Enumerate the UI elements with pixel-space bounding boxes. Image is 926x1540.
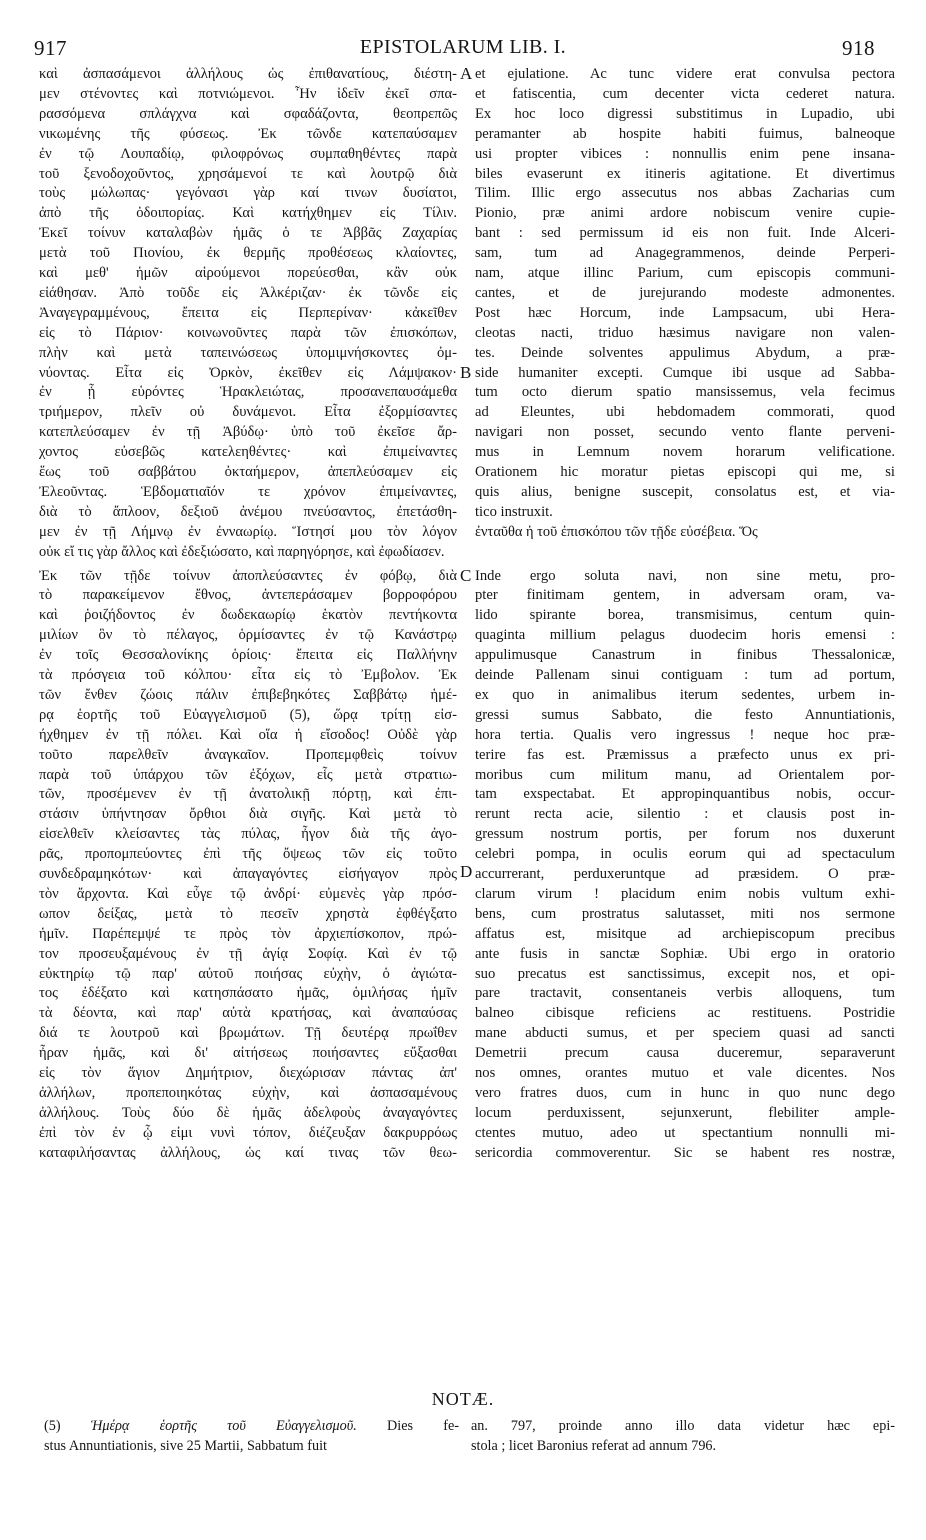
latin-line: appulimusque Canastrum in finibus Thessalonicæ,: [475, 647, 895, 664]
margin-letter: B: [460, 362, 472, 382]
latin-line: moribus cum militum manu, ad Orientalem por-: [475, 766, 895, 783]
latin-line: nam, atque illinc Parium, cum episcopis communi-: [475, 265, 895, 281]
latin-line: celebri pompa, in oculis eorum qui ad spectaculum: [475, 846, 895, 863]
latin-line: ctentes mutuo, adeo ut spectantium nonnulli mi-: [475, 1124, 895, 1141]
margin-letter: C: [460, 565, 472, 585]
margin-letter: A: [460, 64, 473, 83]
page-number-right: 918: [842, 36, 875, 60]
latin-line: rerunt recta acie, silentio : et clausis post in-: [475, 806, 895, 823]
greek-line: χοντος εὐσεβῶς κατελεηθέντες· καὶ ἐπιμείναντες: [39, 444, 457, 461]
latin-line: et ejulatione. Ac tunc videre erat convulsa pectora: [475, 66, 895, 82]
margin-letter: D: [460, 862, 473, 881]
greek-line: τοῦ ξενοδοχοῦντος, χρησάμενοί τε καὶ λουτρῷ διὰ: [39, 165, 457, 182]
latin-line: bens, cum prostratus salutasset, miti nos sermone: [475, 905, 895, 922]
greek-line: τον προσευξαμένους ἐν τῇ ἁγίᾳ Σοφίᾳ. Καὶ ἐν τῷ: [39, 945, 457, 962]
greek-line: εὐκτηρίῳ τῷ παρ' αὐτοῦ ποιήσας εὐχὴν, ὁ ἁγιώτα-: [39, 965, 457, 982]
latin-line: Post hæc Horcum, inde Lampsacum, ubi Hera-: [475, 304, 895, 321]
greek-full-width-line: οὐκ εἴ τις γὰρ ἄλλος καὶ ἐδεξιώσατο, καὶ παρηγόρησε, καὶ ἐφωδίασεν.: [39, 543, 445, 560]
greek-line: μεν ἐν τῇ Λήμνῳ ἐν ἐνναωρίῳ. Ἵστησί μου τὸν λόγον: [39, 523, 457, 540]
latin-line: pare tractavit, consentaneis verbis alloquens, tum: [475, 985, 895, 1002]
page-number-left: 917: [34, 36, 67, 60]
greek-line: νύοντας. Εἶτα εἰς Ὀρκὸν, ἐκεῖθεν εἰς Λάμψακον·: [39, 364, 457, 381]
note-right-line-2: stola ; licet Baronius referat ad annum 796.: [471, 1438, 717, 1454]
latin-line: vero fratres duos, cum in hunc in quo nunc dego: [475, 1084, 895, 1101]
greek-line: Ἐκεῖ τοίνυν καταλαβὼν ἡμᾶς ὁ τε Ἀββᾶς Ζαχαρίας: [39, 225, 457, 242]
latin-line: mus in Lemnum novem horarum velificatione.: [475, 444, 895, 461]
latin-line: gressum nostrum portis, per forum nos duxerunt: [475, 826, 895, 843]
greek-line: ἀλλήλους. Τοὺς δύο δὲ ἡμᾶς ἀδελφοὺς ἀναγαγόντες: [39, 1104, 457, 1121]
latin-line: lido spirante borea, transmisimus, centum quin-: [475, 607, 895, 624]
greek-line: ἐν τῷ Λουπαδίῳ, φιλοφρόνως συμπαθηθέντες παρὰ: [39, 145, 457, 162]
greek-line: καταφιλήσαντας ἀλλήλους, ὡς καί τινας τῶν θεω-: [39, 1144, 457, 1161]
greek-line: ἦραν ἡμᾶς, καὶ δι' αἰτήσεως ποιήσαντες εὔξασθαι: [39, 1045, 457, 1062]
latin-line: usi propter vibices : nonnullis enim pene insana-: [475, 145, 895, 162]
latin-line: hora tertia. Qualis vero ingressus ! neque hoc præ-: [475, 726, 895, 743]
latin-line: Tilim. Illic ergo assecutus nos abbas Zacharias cum: [475, 185, 895, 202]
latin-line: quis alius, benigne suscepit, consolatus est, et via-: [475, 483, 895, 500]
latin-line: cleotas nacti, triduo hæsimus navigare non valen-: [475, 324, 895, 341]
latin-line: Orationem hic moratur pietas episcopi qui me, si: [475, 464, 895, 480]
latin-line: clarum virum ! placidum enim nobis vultum exhi-: [475, 885, 895, 902]
greek-line: Ἐκ τῶν τῇδε τοίνυν ἀποπλεύσαντες ἐν φόβῳ, διὰ: [39, 567, 457, 584]
latin-line: et fatiscentia, cum decenter victa cederet natura.: [475, 85, 895, 102]
greek-line: τῶν, προσέμενεν ἐν τῇ ἀνατολικῇ πόρτῃ, καὶ ἐπι-: [39, 786, 457, 803]
greek-line: καὶ ἀσπασάμενοι ἀλλήλους ὡς ἐπιθανατίους, διέστη-: [39, 66, 457, 82]
latin-line: locum perduxissent, sejunxerunt, flebiliter ample-: [475, 1104, 895, 1121]
greek-line: εἰς τὸ Πάριον· κοινωνοῦντες παρὰ τῶν ἐπισκόπων,: [39, 324, 457, 341]
greek-line: ωπον δείξας, μετὰ τὸ πεσεῖν χρηστὰ ἐφθέγξατο: [39, 905, 457, 922]
greek-line: Ἀναγεγραμμένους, ἔπειτα εἰς Περπερίναν· κἀκεῖθεν: [39, 304, 457, 321]
latin-line: ad Eleuntes, ubi hebdomadem commorati, quod: [475, 404, 895, 421]
greek-line: διά τε λουτροῦ καὶ βρωμάτων. Τῇ δευτέρᾳ πρωΐθεν: [39, 1025, 457, 1042]
latin-line: affatus est, misitque ad archiepiscopum precibus: [475, 925, 895, 942]
greek-line: τριήμερον, πλεῖν οὐ δυνάμενοι. Εἶτα ἐξορμίσαντες: [39, 404, 457, 421]
latin-line: Pionio, præ animi ardore nobiscum venire cupie-: [475, 205, 895, 222]
latin-line: ex quo in animalibus iterum sedentes, urbem in-: [475, 686, 895, 703]
greek-line: πλὴν καὶ μετὰ ταπεινώσεως ὑπομιμνήσκοντες ὀμ-: [39, 344, 457, 361]
latin-line: nos omnes, orantes mutuo et vale dicentes. Nos: [475, 1065, 895, 1081]
latin-line: side humaniter excepti. Cumque ibi usque ad Sabba-: [475, 364, 895, 381]
notes-title: NOTÆ.: [431, 1389, 495, 1409]
greek-line: ήχθημεν ἐν τῇ πόλει. Καὶ οἵα ἡ εἴσοδος! Οὐδὲ γὰρ: [39, 726, 457, 743]
latin-line: ante fusis in sanctæ Sophiæ. Ubi ergo in oratorio: [475, 945, 895, 962]
latin-line: suo precatus est sanctissimus, excepit nos, et opi-: [475, 965, 895, 982]
latin-line: tum octo dierum spatio mansissemus, vela fecimus: [475, 384, 895, 401]
greek-line: τὰ πρόσγεια τοῦ κόλπου· εἶτα εἰς τὸ Ἐμβολον. Ἐκ: [39, 667, 457, 683]
greek-line: ρασσόμενα σπλάγχνα καὶ σφαδάζοντα, θεοπρεπῶς: [39, 105, 457, 122]
latin-line: balneo cibisque reficiens ac restituens. Postridie: [475, 1005, 895, 1022]
latin-line: terire fas est. Præmissus a præfecto unus ex pri-: [475, 746, 895, 763]
latin-line: tam exspectabat. Et appropinquantibus nobis, occur-: [475, 786, 895, 803]
greek-line: εἰς τὸν ἅγιον Δημήτριον, διεχώρισαν πάντας ἀπ': [39, 1065, 457, 1081]
greek-line: ἀπὸ τῆς ὁδοιπορίας. Καὶ κατήχθημεν εἰς Τίλιν.: [39, 205, 457, 222]
latin-line: peramanter ab hospite habiti fuimus, balneoque: [475, 125, 895, 142]
greek-line: ρᾳ ἑορτῆς τοῦ Εὐαγγελισμοῦ (5), ὥρᾳ τρίτῃ εἰσ-: [39, 706, 457, 723]
latin-line: bant : sed permissum id eis non fuit. Inde Alceri-: [475, 225, 895, 242]
latin-line: deinde Pallenam sinui contiguam : tum ad portum,: [475, 667, 895, 683]
note-left-line-1: [44, 1416, 459, 1436]
greek-line: ἐπὶ τὸν ἐν ᾧ εἰμι νυνὶ τόπον, διέζευξαν δακρυρρόως: [39, 1124, 457, 1141]
greek-line-continued: ἐνταῦθα ἡ τοῦ ἐπισκόπου τῶν τῇδε εὐσέβεια. Ὅς: [475, 523, 758, 540]
greek-line: μεν στένοντες καὶ ποτνιώμενοι. Ἦν ἰδεῖν ἐκεῖ σπα-: [39, 85, 457, 102]
greek-line: ἡμῖν. Παρέπεμψέ τε πρὸς τὸν ἀρχιεπίσκοπον, πρώ-: [39, 925, 457, 942]
note-right-line-1: an. 797, proinde anno illo data videtur hæc epi-: [471, 1418, 895, 1434]
greek-line: τὰ δέοντα, καὶ παρ' αὐτὰ κρατήσας, καὶ ἀναπαύσας: [39, 1005, 457, 1022]
greek-line: παρὰ τοῦ ὑπάρχου τῶν ἐξόχων, εἷς μετὰ στρατιω-: [39, 766, 457, 783]
note-left-line-2: stus Annuntiationis, sive 25 Martii, Sabbatum fuit: [44, 1438, 327, 1454]
latin-line: tico instruxit.: [475, 503, 553, 520]
latin-line: tes. Deinde solventes appulimus Abydum, a præ-: [475, 344, 895, 361]
running-title: EPISTOLARUM LIB. I.: [359, 36, 567, 58]
note-lemma: Ἡμέρᾳ ἑορτῆς τοῦ Εὐαγγελισμοῦ.: [90, 1418, 357, 1434]
greek-line: τος ἐδέξατο καὶ κατησπάσατο ἡμᾶς, ὁμιλήσας ἡμῖν: [39, 985, 457, 1002]
latin-line: navigari non posset, secundo vento flante perveni-: [475, 424, 895, 441]
latin-line: cantes, et de jurejurando modeste admonentes.: [475, 284, 895, 301]
latin-line: Demetrii precum causa duceremur, separaverunt: [475, 1045, 895, 1062]
latin-line: biles evaserunt ex itineris agitatione. Et divertimus: [475, 165, 895, 182]
latin-line: Inde ergo soluta navi, non sine metu, pro-: [475, 567, 895, 584]
greek-line: ρᾶς, προπομπεύοντες ἐπὶ τῆς ὄψεως τῶν εἰς τοῦτο: [39, 846, 457, 863]
greek-line: ἕως τοῦ σαββάτου ὀκταήμερον, ἀπεπλεύσαμεν εἰς: [39, 464, 457, 480]
latin-line: mane abducti sumus, et per speciem quasi ad sancti: [475, 1025, 895, 1042]
greek-line: στάσιν ὑπήντησαν ὄρθιοι διὰ σιγῆς. Καὶ μετὰ τὸ: [39, 806, 457, 823]
latin-line: Ex hoc loco digressi substitimus in Lupadio, ubi: [475, 105, 895, 122]
latin-line: gressi sumus Sabbato, die festo Annuntiationis,: [475, 706, 895, 723]
greek-line: μιλίων ὃν τὸ πέλαγος, ὁρμίσαντες ἐν τῷ Κανάστρῳ: [39, 627, 457, 644]
greek-line: μετὰ τοῦ Πιονίου, ἐκ θερμῆς προθέσεως κλαίοντες,: [39, 245, 457, 262]
greek-line: ἐν τοῖς Θεσσαλονίκης ὁρίοις· ἔπειτα εἰς Παλλήνην: [39, 647, 457, 664]
greek-line: ἀλλήλων, προπεποιηκότας εὐχὴν, καὶ ἀσπασαμένους: [39, 1084, 457, 1101]
latin-line: pter finitimam gentem, in adversam oram, va-: [475, 587, 895, 604]
latin-line: quaginta millium pelagus duodecim horis emensi :: [475, 627, 895, 644]
greek-line: ἐν ᾗ εὑρόντες Ἡρακλειώτας, προσανεπαυσάμεθα: [39, 384, 457, 401]
latin-line: sericordia commoverentur. Sic se habent res nostræ,: [475, 1144, 895, 1161]
greek-line: διὰ τὸ ἄπλοον, δεξιοῦ ἀνέμου πνεύσαντος, ἐπετάσθη-: [39, 503, 457, 520]
greek-line: συνδεδραμηκότων· καὶ ἀπαγαγόντες εἰσήγαγον πρὸς: [39, 866, 457, 882]
greek-line: τὸ παρακείμενον ἔθνος, ἀντεπεράσαμεν βορροφόρου: [39, 587, 457, 604]
latin-line: accurrerant, perduxeruntque ad præsidem. O præ-: [475, 866, 895, 882]
latin-line: sam, tum ad Anagegrammenos, deinde Perperi-: [475, 245, 895, 262]
greek-line: τοῦτο παρελθεῖν ἀναγκαῖον. Προπεμφθεὶς τοίνυν: [39, 746, 457, 763]
greek-line: τὸν ἄρχοντα. Καὶ εὖγε τῷ ἀνδρί· εὐμενὲς γὰρ πρόσ-: [39, 885, 457, 902]
greek-line: καὶ μεθ' ἡμῶν αἱρούμενοι πορεύεσθαι, κἂν οὐκ: [39, 265, 457, 281]
note-text: Dies fe-: [387, 1418, 459, 1434]
greek-line: τῶν ἔνθεν ζώοις πάλιν ἐπιβεβηκότες Σαββάτῳ ἡμέ-: [39, 686, 457, 703]
greek-line: Ἐλεοῦντας. Ἑβδοματιαῖόν τε χρόνον ἐπιμείναντες,: [39, 483, 457, 500]
greek-line: τοὺς μώλωπας· γεγόνασι γὰρ καί τινων δυσίατοι,: [39, 185, 457, 202]
greek-line: εἰσελθεῖν κλείσαντες τὰς πύλας, ἦγον διὰ τῆς ἀγο-: [39, 826, 457, 843]
note-number: (5): [44, 1418, 61, 1434]
greek-line: κατεπλεύσαμεν ἐν τῇ Ἀβύδῳ· ὑπὸ τοῦ ἐκεῖσε ἄρ-: [39, 424, 457, 441]
greek-line: καὶ ῥοιζήδοντος ἐν δωδεκαωρίῳ ἑκατὸν πεντήκοντα: [39, 607, 457, 624]
greek-line: εἰάθησαν. Ἀπὸ τοῦδε εἰς Ἀλκέριζαν· ἐκ τῶνδε εἰς: [39, 284, 457, 301]
greek-line: νικωμένης τῆς φύσεως. Ἐκ τῶνδε κατεπαύσαμεν: [39, 125, 457, 142]
